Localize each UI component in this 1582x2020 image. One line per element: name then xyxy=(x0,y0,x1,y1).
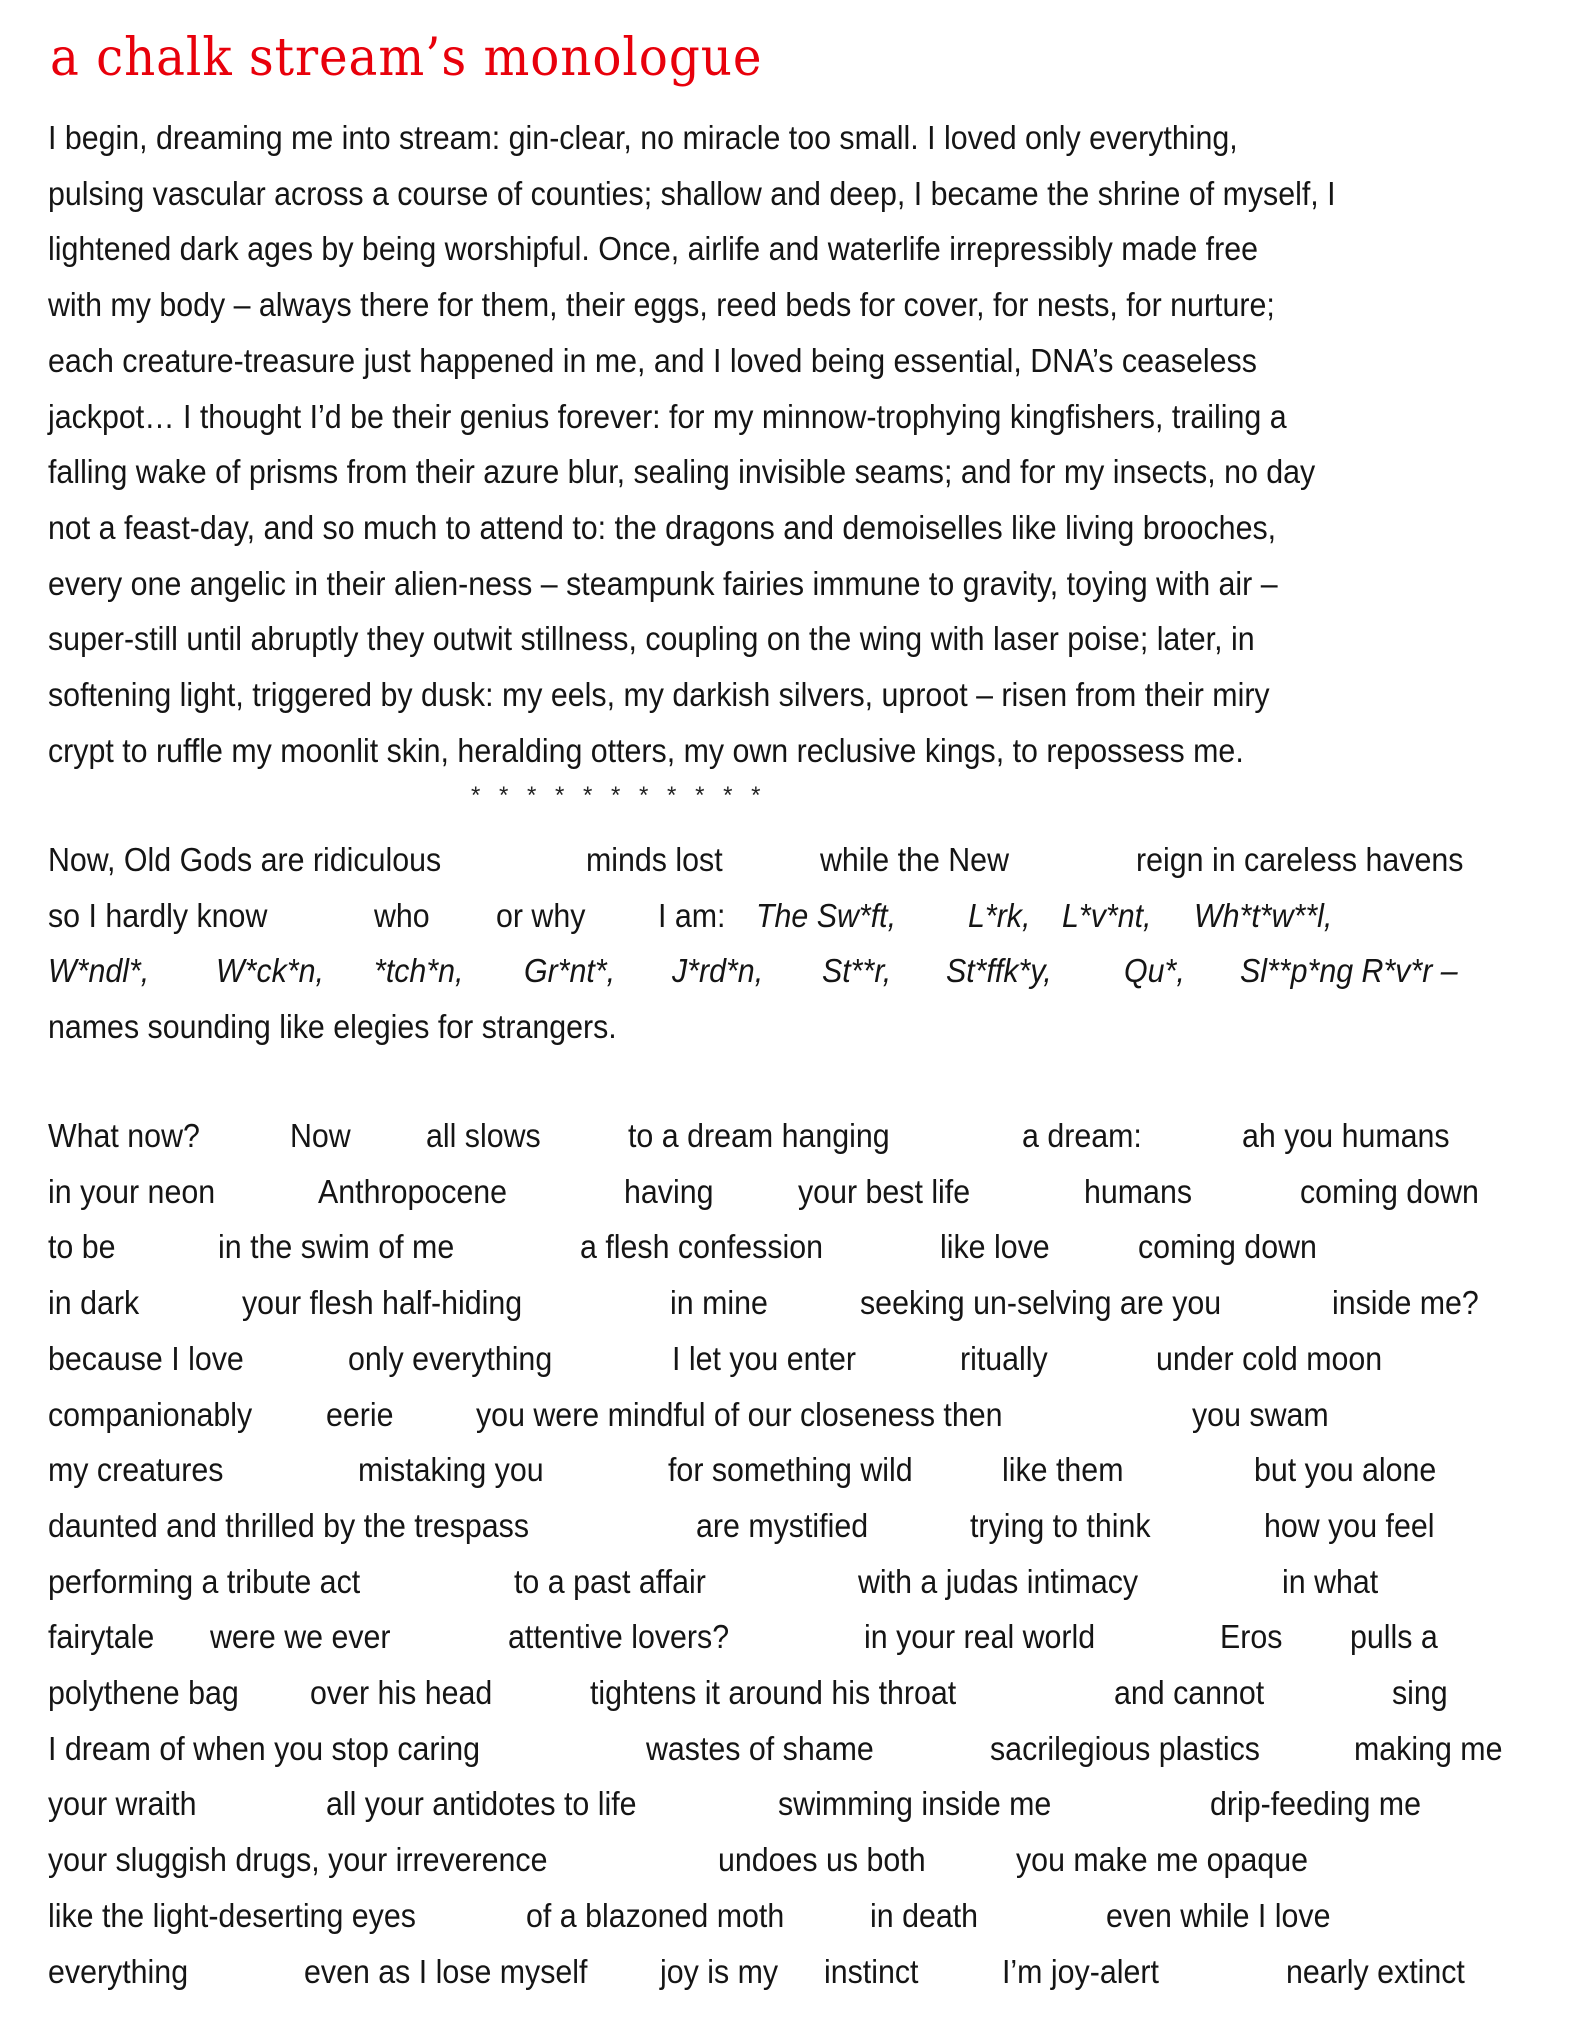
line-fragment: attentive lovers? xyxy=(508,1618,730,1656)
line-fragment: Sl**p*ng R*v*r – xyxy=(1240,952,1458,990)
poem-line xyxy=(0,1339,1582,1379)
line-fragment: pulls a xyxy=(1350,1618,1438,1656)
line-fragment: to be xyxy=(48,1228,116,1266)
line-fragment: for something wild xyxy=(668,1451,913,1489)
line-fragment: minds lost xyxy=(586,841,723,878)
line-fragment: polythene bag xyxy=(48,1674,239,1711)
line-fragment: while the New xyxy=(820,841,1010,878)
stanza-1-line: each creature-treasure just happened in me, and I loved being essential, DNA’s ceaseless xyxy=(48,341,1257,379)
line-fragment: even while I love xyxy=(1106,1896,1331,1934)
stanza-1-line: I begin, dreaming me into stream: gin-clear, no miracle too small. I loved only everything, xyxy=(48,119,1238,156)
line-fragment: my creatures xyxy=(48,1451,224,1489)
poem-line xyxy=(0,1673,1582,1713)
line-fragment: drip-feeding me xyxy=(1210,1785,1421,1823)
stanza-1-line: not a feast-day, and so much to attend to: the dragons and demoiselles like living brooches, xyxy=(48,508,1277,546)
line-fragment: in dark xyxy=(48,1284,140,1322)
line-fragment: Eros xyxy=(1220,1618,1283,1656)
line-fragment: Qu*, xyxy=(1124,952,1185,990)
line-fragment: mistaking you xyxy=(358,1451,544,1489)
line-fragment: were we ever xyxy=(210,1618,391,1656)
line-fragment: your wraith xyxy=(48,1785,197,1823)
stanza-1-line: falling wake of prisms from their azure blur, sealing invisible seams; and for my insects, no day xyxy=(48,453,1316,491)
line-fragment: and cannot xyxy=(1114,1674,1265,1711)
line-fragment: like love xyxy=(940,1228,1050,1266)
line-fragment: your best life xyxy=(798,1172,971,1210)
line-fragment: making me xyxy=(1354,1729,1503,1767)
line-fragment: in mine xyxy=(670,1284,768,1322)
line-fragment: of a blazoned moth xyxy=(526,1896,785,1934)
section-separator: * * * * * * * * * * * xyxy=(470,782,766,809)
line-fragment: a dream: xyxy=(1022,1117,1142,1154)
line-fragment: all slows xyxy=(426,1117,541,1154)
line-fragment: you were mindful of our closeness then xyxy=(476,1395,1003,1433)
poem-line xyxy=(0,1395,1582,1435)
line-fragment: swimming inside me xyxy=(778,1785,1052,1823)
line-fragment: everything xyxy=(48,1952,189,1990)
poem-line xyxy=(0,951,1582,991)
line-fragment: because I love xyxy=(48,1339,244,1377)
poem-line xyxy=(0,1283,1582,1323)
line-fragment: names sounding like elegies for strangers. xyxy=(48,1008,617,1046)
line-fragment: humans xyxy=(1084,1172,1193,1210)
line-fragment: Gr*nt*, xyxy=(524,952,616,990)
line-fragment: all your antidotes to life xyxy=(326,1785,637,1823)
line-fragment: *tch*n, xyxy=(374,952,464,990)
poem-title: a chalk stream’s monologue xyxy=(50,28,763,88)
line-fragment: under cold moon xyxy=(1156,1339,1383,1377)
line-fragment: how you feel xyxy=(1264,1506,1435,1544)
stanza-1-line: super-still until abruptly they outwit stillness, coupling on the wing with laser poise; later, in xyxy=(48,620,1255,658)
line-fragment: so I hardly know xyxy=(48,896,268,934)
line-fragment: ah you humans xyxy=(1242,1117,1450,1154)
stanza-1-line: jackpot… I thought I’d be their genius forever: for my minnow-trophying kingfishers, trailing a xyxy=(48,397,1287,435)
line-fragment: The Sw*ft, xyxy=(756,896,897,934)
poem-line xyxy=(0,1506,1582,1546)
line-fragment: in your real world xyxy=(864,1618,1096,1656)
poem-line xyxy=(0,1784,1582,1824)
line-fragment: to a dream hanging xyxy=(628,1117,890,1154)
line-fragment: over his head xyxy=(310,1674,493,1711)
line-fragment: in your neon xyxy=(48,1172,216,1210)
line-fragment: I am: xyxy=(658,896,726,934)
poem-line xyxy=(0,1840,1582,1880)
line-fragment: L*rk, xyxy=(968,896,1031,934)
line-fragment: daunted and thrilled by the trespass xyxy=(48,1506,530,1544)
line-fragment: St**r, xyxy=(822,952,892,990)
poem-line xyxy=(0,1562,1582,1602)
line-fragment: but you alone xyxy=(1254,1451,1437,1489)
line-fragment: sing xyxy=(1392,1674,1448,1711)
poem-line xyxy=(0,1450,1582,1490)
line-fragment: your sluggish drugs, your irreverence xyxy=(48,1841,548,1879)
line-fragment: a flesh confession xyxy=(580,1228,824,1266)
line-fragment: are mystified xyxy=(696,1506,869,1544)
line-fragment: coming down xyxy=(1300,1172,1479,1210)
line-fragment: St*ffk*y, xyxy=(946,952,1052,990)
line-fragment: coming down xyxy=(1138,1228,1317,1266)
line-fragment: sacrilegious plastics xyxy=(990,1729,1260,1767)
line-fragment: L*v*nt, xyxy=(1062,896,1152,934)
poem-line xyxy=(0,896,1582,936)
line-fragment: even as I lose myself xyxy=(304,1952,588,1990)
line-fragment: joy is my xyxy=(660,1952,779,1990)
line-fragment: in what xyxy=(1282,1562,1379,1600)
line-fragment: J*rd*n, xyxy=(672,952,764,990)
poem-line xyxy=(0,1227,1582,1267)
line-fragment: I’m joy-alert xyxy=(1002,1952,1159,1990)
stanza-1-line: lightened dark ages by being worshipful. Once, airlife and waterlife irrepressibly made free xyxy=(48,230,1258,268)
line-fragment: Now, Old Gods are ridiculous xyxy=(48,841,442,878)
line-fragment: What now? xyxy=(48,1117,200,1154)
line-fragment: I let you enter xyxy=(672,1339,856,1377)
line-fragment: only everything xyxy=(348,1339,553,1377)
stanza-1-line: with my body – always there for them, their eggs, reed beds for cover, for nests, for nurture; xyxy=(48,286,1275,324)
line-fragment: like them xyxy=(1002,1451,1124,1489)
line-fragment: tightens it around his throat xyxy=(590,1674,957,1711)
line-fragment: Now xyxy=(290,1117,351,1154)
line-fragment: in death xyxy=(870,1896,979,1934)
poem-line xyxy=(0,1116,1582,1156)
line-fragment: I dream of when you stop caring xyxy=(48,1729,481,1767)
line-fragment: W*ndl*, xyxy=(48,952,150,990)
line-fragment: trying to think xyxy=(970,1506,1151,1544)
line-fragment: seeking un-selving are you xyxy=(860,1284,1222,1322)
poem-line xyxy=(0,1172,1582,1212)
line-fragment: in the swim of me xyxy=(218,1228,455,1266)
poem-line xyxy=(0,1896,1582,1936)
line-fragment: companionably xyxy=(48,1395,253,1433)
stanza-1-line: softening light, triggered by dusk: my eels, my darkish silvers, uproot – risen from their miry xyxy=(48,676,1270,713)
line-fragment: inside me? xyxy=(1332,1284,1479,1322)
line-fragment: wastes of shame xyxy=(646,1729,874,1767)
poem-line xyxy=(0,1617,1582,1657)
line-fragment: like the light-deserting eyes xyxy=(48,1896,416,1934)
line-fragment: you make me opaque xyxy=(1016,1841,1308,1879)
line-fragment: Wh*t*w**l, xyxy=(1194,896,1333,934)
line-fragment: your flesh half-hiding xyxy=(242,1284,523,1322)
line-fragment: undoes us both xyxy=(718,1841,926,1879)
poem-line xyxy=(0,1952,1582,1992)
line-fragment: W*ck*n, xyxy=(216,952,324,990)
line-fragment: with a judas intimacy xyxy=(858,1562,1139,1600)
line-fragment: ritually xyxy=(960,1339,1048,1377)
line-fragment: nearly extinct xyxy=(1286,1952,1465,1990)
line-fragment: eerie xyxy=(326,1395,394,1433)
line-fragment: performing a tribute act xyxy=(48,1562,361,1600)
line-fragment: or why xyxy=(496,896,586,934)
stanza-1-line: crypt to ruffle my moonlit skin, heralding otters, my own reclusive kings, to repossess me. xyxy=(48,731,1244,769)
line-fragment: reign in careless havens xyxy=(1136,841,1464,878)
line-fragment: Anthropocene xyxy=(318,1172,508,1210)
line-fragment: to a past affair xyxy=(514,1562,706,1600)
poem-line xyxy=(0,1729,1582,1769)
line-fragment: who xyxy=(374,896,430,934)
line-fragment: you swam xyxy=(1192,1395,1329,1433)
line-fragment: instinct xyxy=(824,1952,919,1990)
stanza-1-line: pulsing vascular across a course of counties; shallow and deep, I became the shrine of myself, I xyxy=(48,174,1336,212)
stanza-1-line: every one angelic in their alien-ness – steampunk fairies immune to gravity, toying with air – xyxy=(48,564,1278,602)
line-fragment: fairytale xyxy=(48,1618,155,1656)
poem-line xyxy=(0,840,1582,880)
line-fragment: having xyxy=(624,1172,714,1210)
poem-line xyxy=(0,1007,1582,1047)
